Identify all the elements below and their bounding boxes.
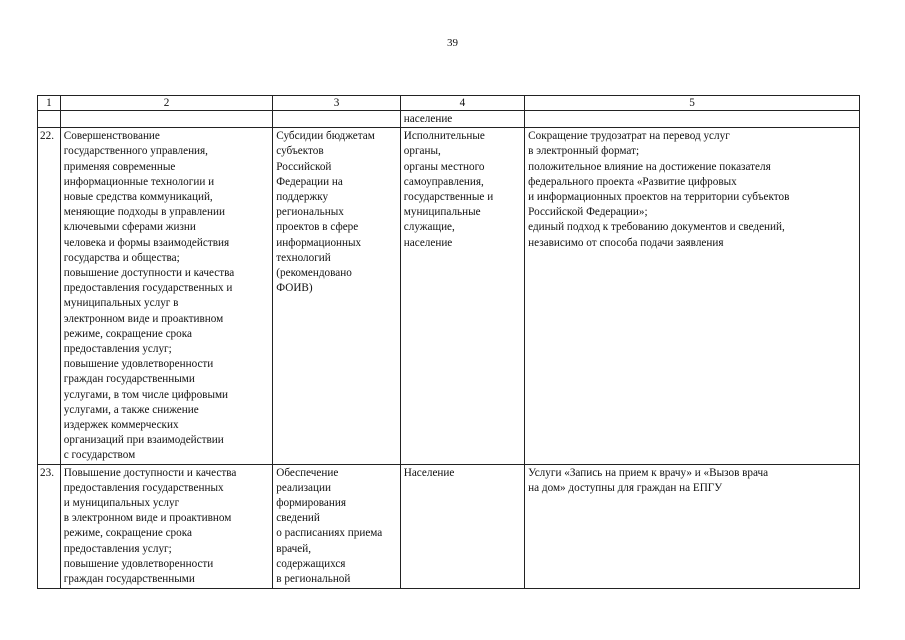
cell-text-line: положительное влияние на достижение показателя xyxy=(528,160,771,173)
cell-text-line: содержащихся xyxy=(276,557,346,570)
cell-text-line: организаций при взаимодействии xyxy=(63,434,224,447)
cell-text-line: повышение доступности и качества xyxy=(63,267,235,280)
cell-text-line: Российской xyxy=(276,160,332,173)
header-cell-5: 5 xyxy=(525,96,860,111)
table-cell xyxy=(38,111,61,128)
cell-text-line: режиме, сокращение срока xyxy=(63,327,192,340)
header-cell-1: 1 xyxy=(38,96,61,111)
cell-text-line: служащие, xyxy=(403,221,455,234)
header-cell-2: 2 xyxy=(60,96,272,111)
cell-text-line: государства и общества; xyxy=(63,251,180,264)
cell-text-line: в региональной xyxy=(276,573,351,586)
cell-text-line: поддержку xyxy=(276,191,329,204)
cell-text-line: Федерации на xyxy=(276,175,343,188)
cell-text-line: Обеспечение xyxy=(276,466,339,479)
cell-text-line: применяя современные xyxy=(63,160,176,173)
mechanism-cell xyxy=(273,464,400,588)
cell-text-line: услугами, в том числе цифровыми xyxy=(63,388,229,401)
effects-cell xyxy=(525,464,860,588)
cell-text-line: о расписаниях приема xyxy=(276,527,383,540)
cell-text-line: государственного управления, xyxy=(63,145,208,158)
cell-text-line: региональных xyxy=(276,206,344,219)
cell-text-line: Услуги «Запись на прием к врачу» и «Вызов врача xyxy=(528,466,769,479)
cell-text-line: органы, xyxy=(403,145,441,158)
cell-text-line: и муниципальных услуг xyxy=(63,497,180,510)
cell-text-line: на дом» доступны для граждан на ЕПГУ xyxy=(528,481,723,494)
table-row xyxy=(38,128,860,464)
cell-text-line: Российской Федерации»; xyxy=(528,206,648,219)
cell-text-line: самоуправления, xyxy=(403,175,484,188)
mechanism-cell xyxy=(273,128,400,464)
cell-text-line: государственные и xyxy=(403,191,494,204)
cell-text-line: Субсидии бюджетам xyxy=(276,130,375,143)
measures-table xyxy=(37,95,860,589)
measure-description-cell xyxy=(60,128,272,464)
cell-text-line: Сокращение трудозатрат на перевод услуг xyxy=(528,130,730,143)
cell-text-line: формирования xyxy=(276,497,347,510)
row-number: 22. xyxy=(38,128,61,464)
cell-text-line: проектов в сфере xyxy=(276,221,359,234)
cell-text-line: с государством xyxy=(63,449,136,462)
cell-text-line: население xyxy=(403,236,453,249)
cell-text-line: повышение удовлетворенности xyxy=(63,557,214,570)
cell-text-line: реализации xyxy=(276,481,331,494)
cell-text-line: меняющие подходы в управлении xyxy=(63,206,225,219)
continuation-cell-col4: население xyxy=(400,111,524,128)
cell-text-line: единый подход к требованию документов и сведений, xyxy=(528,221,785,234)
cell-text-line: электронном виде и проактивном xyxy=(63,312,224,325)
cell-text-line: органы местного xyxy=(403,160,485,173)
cell-text-line: врачей, xyxy=(276,542,312,555)
effects-cell xyxy=(525,128,860,464)
cell-text-line: субъектов xyxy=(276,145,324,158)
table-cell xyxy=(525,111,860,128)
cell-text-line: технологий xyxy=(276,251,331,264)
page-number: 39 xyxy=(447,37,458,49)
cell-text-line: муниципальные xyxy=(403,206,481,219)
cell-text-line: независимо от способа подачи заявления xyxy=(528,236,724,249)
cell-text-line: граждан государственными xyxy=(63,573,195,586)
continuation-row xyxy=(38,111,860,128)
table-header-row xyxy=(38,96,860,111)
row-number: 23. xyxy=(38,464,61,588)
cell-text-line: сведений xyxy=(276,512,320,525)
cell-text-line: издержек коммерческих xyxy=(63,419,179,432)
cell-text-line: и информационных проектов на территории субъектов xyxy=(528,191,790,204)
cell-text-line: предоставления государственных и xyxy=(63,282,233,295)
cell-text-line: новые средства коммуникаций, xyxy=(63,191,213,204)
cell-text-line: Население xyxy=(403,466,455,479)
table-cell xyxy=(60,111,272,128)
header-cell-4: 4 xyxy=(400,96,524,111)
table-cell xyxy=(273,111,400,128)
cell-text-line: ключевыми сферами жизни xyxy=(63,221,196,234)
participants-cell xyxy=(400,464,524,588)
participants-cell xyxy=(400,128,524,464)
cell-text-line: граждан государственными xyxy=(63,373,195,386)
cell-text-line: в электронный формат; xyxy=(528,145,640,158)
cell-text-line: муниципальных услуг в xyxy=(63,297,179,310)
measure-description-cell xyxy=(60,464,272,588)
cell-text-line: человека и формы взаимодействия xyxy=(63,236,230,249)
cell-text-line: федерального проекта «Развитие цифровых xyxy=(528,175,737,188)
cell-text-line: Совершенствование xyxy=(63,130,160,143)
cell-text-line: предоставления услуг; xyxy=(63,343,172,356)
cell-text-line: информационные технологии и xyxy=(63,175,215,188)
cell-text-line: повышение удовлетворенности xyxy=(63,358,214,371)
cell-text-line: Исполнительные xyxy=(403,130,485,143)
cell-text-line: Повышение доступности и качества xyxy=(63,466,237,479)
cell-text-line: режиме, сокращение срока xyxy=(63,527,192,540)
table-row xyxy=(38,464,860,588)
cell-text-line: предоставления государственных xyxy=(63,481,224,494)
cell-text-line: информационных xyxy=(276,236,362,249)
cell-text-line: услугами, а также снижение xyxy=(63,403,199,416)
cell-text-line: (рекомендовано xyxy=(276,267,352,280)
cell-text-line: ФОИВ) xyxy=(276,282,313,295)
header-cell-3: 3 xyxy=(273,96,400,111)
cell-text-line: предоставления услуг; xyxy=(63,542,172,555)
cell-text-line: в электронном виде и проактивном xyxy=(63,512,232,525)
